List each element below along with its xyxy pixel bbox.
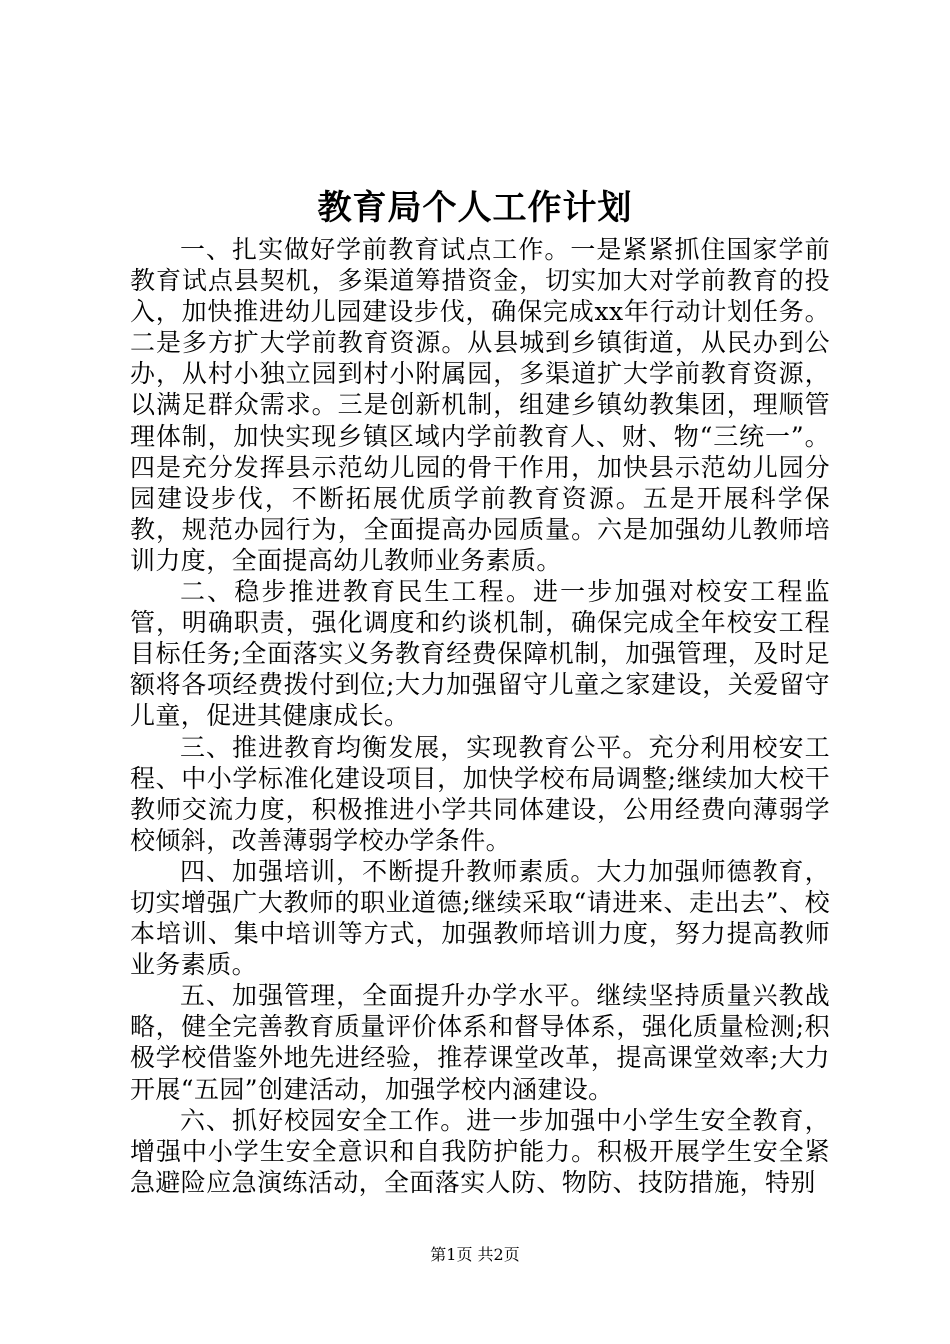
document-body bbox=[130, 234, 830, 1198]
document-title: 教育局个人工作计划 bbox=[317, 188, 633, 228]
paragraph-6: 六、抓好校园安全工作。进一步加强中小学生安全教育，增强中小学生安全意识和自我防护能力。积极开展学生安全紧急避险应急演练活动，全面落实人防、物防、技防措施，特别 bbox=[130, 1105, 830, 1197]
paragraph-1: 一、扎实做好学前教育试点工作。一是紧紧抓住国家学前教育试点县契机，多渠道筹措资金，切实加大对学前教育的投入，加快推进幼儿园建设步伐，确保完成xx年行动计划任务。二是多方扩大学前教育资源。从县城到乡镇街道，从民办到公办，从村小独立园到村小附属园，多渠道扩大学前教育资源，以满足群众需求。三是创新机制，组建乡镇幼教集团，理顺管理体制，加快实现乡镇区域内学前教育人、财、物“三统一”。四是充分发挥县示范幼儿园的骨干作用，加快县示范幼儿园分园建设步伐，不断拓展优质学前教育资源。五是开展科学保教，规范办园行为，全面提高办园质量。六是加强幼儿教师培训力度，全面提高幼儿教师业务素质。 bbox=[130, 235, 830, 575]
paragraph-5: 五、加强管理，全面提升办学水平。继续坚持质量兴教战略，健全完善教育质量评价体系和督导体系，强化质量检测;积极学校借鉴外地先进经验，推荐课堂改革，提高课堂效率;大力开展“五园”创建活动，加强学校内涵建设。 bbox=[130, 981, 830, 1104]
page-footer: 第1页 共2页 bbox=[430, 1245, 520, 1264]
paragraph-4: 四、加强培训，不断提升教师素质。大力加强师德教育，切实增强广大教师的职业道德;继续采取“请进来、走出去”、校本培训、集中培训等方式，加强教师培训力度，努力提高教师业务素质。 bbox=[130, 856, 830, 980]
paragraph-3: 三、推进教育均衡发展，实现教育公平。充分利用校安工程、中小学标准化建设项目，加快学校布局调整;继续加大校干教师交流力度，积极推进小学共同体建设，公用经费向薄弱学校倾斜，改善薄弱学校办学条件。 bbox=[130, 732, 830, 855]
paragraph-2: 二、稳步推进教育民生工程。进一步加强对校安工程监管，明确职责，强化调度和约谈机制，确保完成全年校安工程目标任务;全面落实义务教育经费保障机制，加强管理，及时足额将各项经费拨付到位;大力加强留守儿童之家建设，关爱留守儿童，促进其健康成长。 bbox=[130, 577, 830, 731]
